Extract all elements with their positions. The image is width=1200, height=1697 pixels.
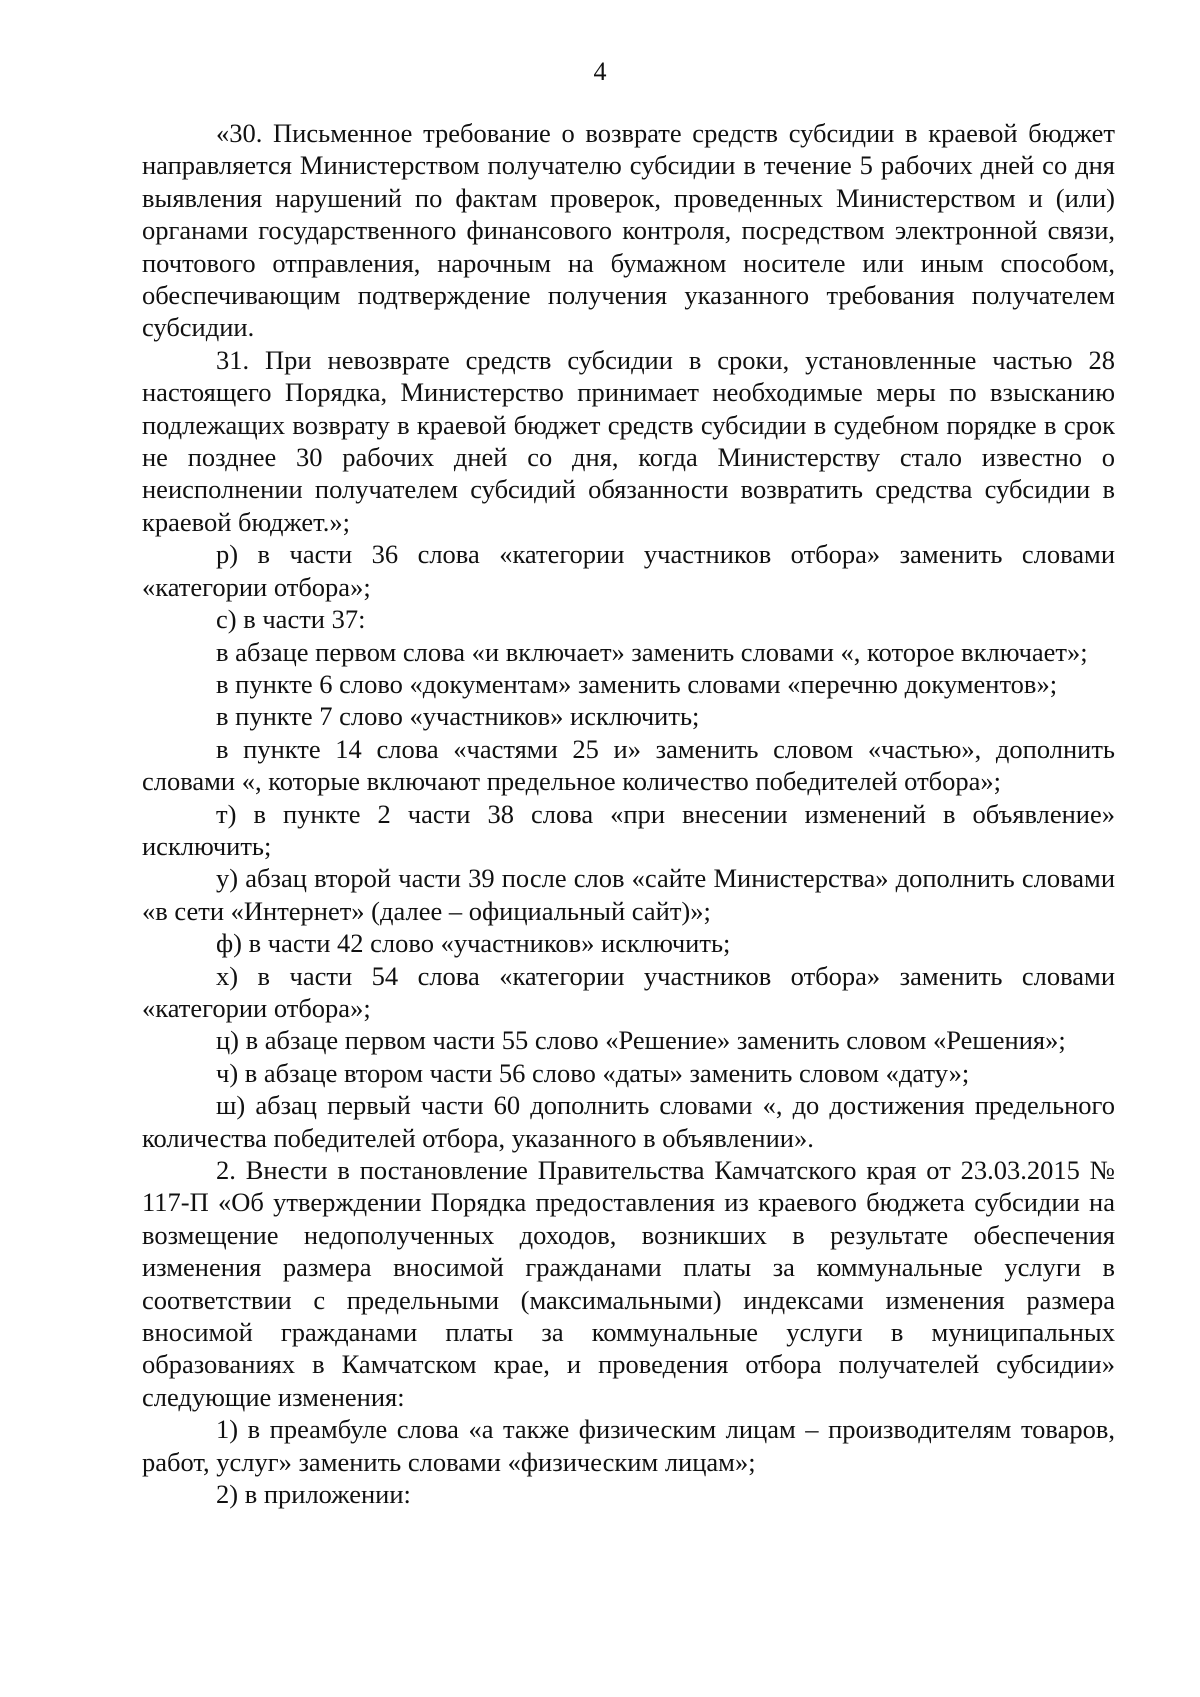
- paragraph-s-point-7: в пункте 7 слово «участников» исключить;: [216, 701, 700, 732]
- paragraph-item-s: с) в части 37:: [216, 604, 366, 635]
- page-number: 4: [593, 57, 607, 86]
- paragraph-item-ch: ч) в абзаце втором части 56 слово «даты» заменить словом «дату»;: [216, 1057, 970, 1088]
- paragraph-30: «30. Письменное требование о возврате средств субсидии в краевой бюджет направляется Министерством получателю субсидии в течение 5 рабочих дней со дня выявления нарушений по фактам проверок, проведенных Министерством и (или) органами государственного финансового контроля, посредством электронной связи, почтового отправления, нарочным на бумажном носителе или иным способом, обеспечивающим подтверждение получения указанного требования получателем субсидии.: [142, 118, 1115, 343]
- paragraph-section-2-item-2: 2) в приложении:: [216, 1479, 411, 1510]
- paragraph-section-2: 2. Внести в постановление Правительства Камчатского края от 23.03.2015 № 117-П «Об утверждении Порядка предоставления из краевого бюджета субсидии на возмещение недополученных доходов, возникших в результате обеспечения изменения размера вносимой гражданами платы за коммунальные услуги в соответствии с предельными (максимальными) индексами изменения размера вносимой гражданами платы за коммунальные услуги в муниципальных образованиях в Камчатском крае, и проведения отбора получателей субсидии» следующие изменения:: [142, 1155, 1115, 1412]
- paragraph-item-f: ф) в части 42 слово «участников» исключить;: [216, 928, 731, 959]
- paragraph-s-point-14: в пункте 14 слова «частями 25 и» заменить словом «частью», дополнить словами «, которые включают предельное количество победителей отбора»;: [142, 733, 1115, 797]
- paragraph-item-t: т) в пункте 2 части 38 слова «при внесении изменений в объявление» исключить;: [142, 798, 1115, 861]
- paragraph-s-point-6: в пункте 6 слово «документам» заменить словами «перечню документов»;: [216, 668, 1058, 699]
- paragraph-item-u: у) абзац второй части 39 после слов «сайте Министерства» дополнить словами «в сети «Интернет» (далее – официальный сайт)»;: [142, 863, 1115, 926]
- document-body: [142, 117, 1115, 1510]
- paragraph-31: 31. При невозврате средств субсидии в сроки, установленные частью 28 настоящего Порядка, Министерство принимает необходимые меры по взысканию подлежащих возврату в краевой бюджет средств субсидии в судебном порядке в срок не позднее 30 рабочих дней со дня, когда Министерству стало известно о неисполнении получателем субсидий обязанности возвратить средства субсидии в краевой бюджет.»;: [142, 344, 1115, 537]
- paragraph-s-first-abzac: в абзаце первом слова «и включает» заменить словами «, которое включает»;: [216, 636, 1088, 667]
- paragraph-item-kh: х) в части 54 слова «категории участников отбора» заменить словами «категории отбора»;: [142, 960, 1115, 1023]
- paragraph-section-2-item-1: 1) в преамбуле слова «а также физическим лицам – производителям товаров, работ, услуг» заменить словами «физическим лицам»;: [142, 1414, 1115, 1477]
- paragraph-item-r: р) в части 36 слова «категории участников отбора» заменить словами «категории отбора»;: [142, 539, 1115, 602]
- paragraph-item-ts: ц) в абзаце первом части 55 слово «Решение» заменить словом «Решения»;: [216, 1025, 1066, 1056]
- paragraph-item-sh: ш) абзац первый части 60 дополнить словами «, до достижения предельного количества победителей отбора, указанного в объявлении».: [142, 1090, 1115, 1153]
